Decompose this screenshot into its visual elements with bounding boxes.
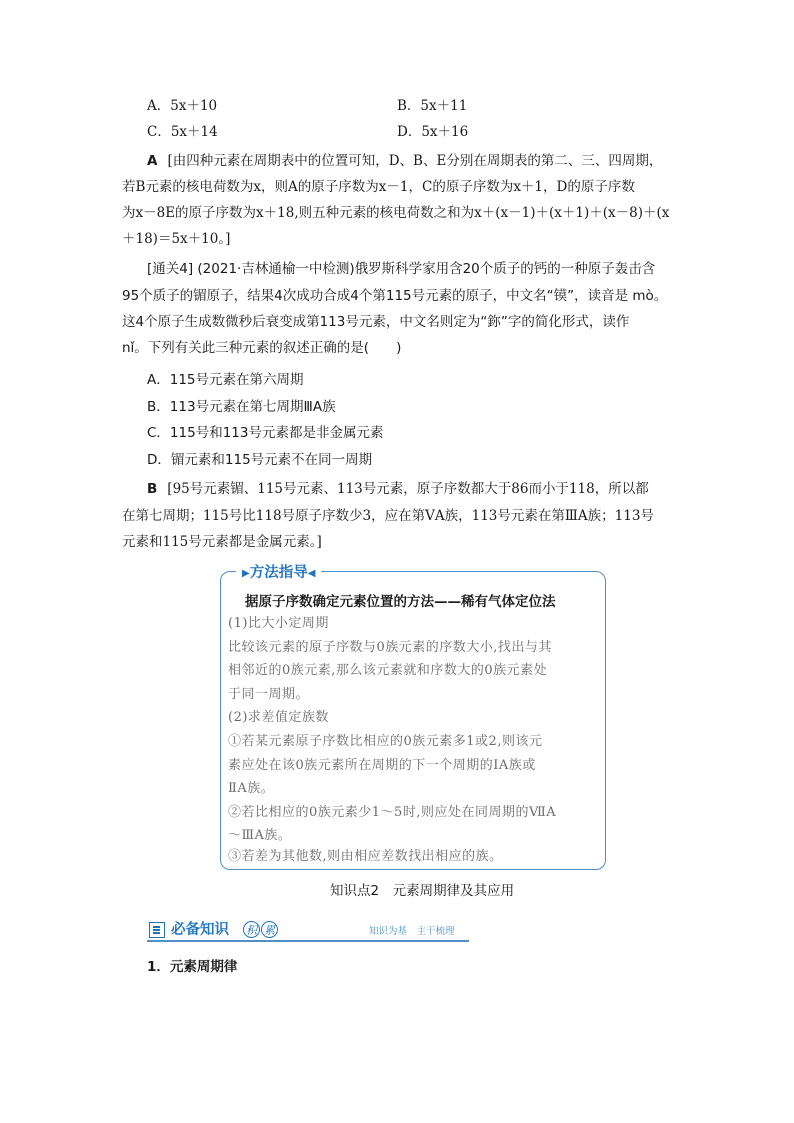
q4-option-c: C．115号和113号元素都是非金属元素 bbox=[147, 425, 384, 441]
banner-circle-2: 累 bbox=[261, 921, 278, 938]
banner-circle-1: 积 bbox=[243, 921, 260, 938]
answer-2-line-3: 元素和115号元素都是金属元素。] bbox=[122, 534, 322, 550]
answer-2-line-2: 在第七周期；115号比118号原子序数少3，应在第ⅤA族，113号元素在第ⅢA族；113号 bbox=[122, 508, 654, 524]
banner-underline bbox=[147, 940, 469, 942]
q4-option-a: A．115号元素在第六周期 bbox=[147, 372, 304, 388]
option-a: A．5x＋10 bbox=[147, 98, 218, 114]
knowledge-point-heading: 知识点2 元素周期律及其应用 bbox=[330, 883, 515, 899]
answer-2-line-1: B [95号元素镅、115号元素、113号元素，原子序数都大于86而小于118，所以都 bbox=[147, 481, 649, 497]
banner-title: 必备知识 bbox=[171, 922, 229, 938]
question-4-line-3: 这4个原子生成数微秒后衰变成第113号元素，中文名则定为“鉨”字的简化形式，读作 bbox=[122, 314, 630, 330]
method-line-8: ⅡA族。 bbox=[228, 781, 275, 796]
section-heading: 1．元素周期律 bbox=[147, 959, 238, 975]
method-box-tag: ▶方法指导◀ bbox=[236, 563, 321, 583]
notebook-icon bbox=[149, 922, 165, 938]
answer-letter: B bbox=[147, 481, 158, 497]
method-line-11: ③若差为其他数,则由相应差数找出相应的族。 bbox=[228, 849, 503, 864]
option-b: B．5x＋11 bbox=[397, 98, 468, 114]
method-line-2: 比较该元素的原子序数与0族元素的序数大小,找出与其 bbox=[228, 640, 552, 655]
method-line-6: ①若某元素原子序数比相应的0族元素多1或2,则该元 bbox=[228, 734, 543, 749]
banner-subtitle: 知识为基 主干梳理 bbox=[369, 926, 455, 937]
answer-1-line-4: ＋18)＝5x＋10。] bbox=[122, 231, 231, 247]
option-d: D．5x＋16 bbox=[397, 124, 469, 140]
method-line-5: (2)求差值定族数 bbox=[228, 710, 329, 725]
section-banner bbox=[147, 920, 469, 942]
question-4-line-2: 95个质子的镅原子，结果4次成功合成4个第115号元素的原子，中文名“镆”，读音是 mò。 bbox=[122, 288, 668, 304]
answer-1-line-2: 若B元素的核电荷数为x，则A的原子序数为x－1，C的原子序数为x＋1，D的原子序数 bbox=[122, 179, 635, 195]
answer-1-line-3: 为x－8E的原子序数为x＋18,则五种元素的核电荷数之和为x＋(x－1)＋(x＋1)＋(x－8)＋(x bbox=[122, 205, 670, 221]
method-line-10: ～ⅢA族。 bbox=[228, 828, 292, 843]
answer-letter: A bbox=[147, 153, 158, 169]
question-4-line-4: nǐ。下列有关此三种元素的叙述正确的是( ) bbox=[122, 340, 402, 356]
method-box-title: 据原子序数确定元素位置的方法——稀有气体定位法 bbox=[245, 594, 556, 610]
option-c: C．5x＋14 bbox=[147, 124, 218, 140]
method-line-1: (1)比大小定周期 bbox=[228, 616, 329, 631]
method-line-9: ②若比相应的0族元素少1～5时,则应处在同周期的ⅦA bbox=[228, 805, 557, 820]
method-line-3: 相邻近的0族元素,那么该元素就和序数大的0族元素处 bbox=[228, 663, 548, 678]
answer-1-line-1: A [由四种元素在周期表中的位置可知，D、B、E分别在周期表的第二、三、四周期， bbox=[147, 153, 663, 169]
q4-option-b: B．113号元素在第七周期ⅢA族 bbox=[147, 399, 336, 415]
triangle-left-icon: ◀ bbox=[307, 568, 316, 579]
method-line-4: 于同一周期。 bbox=[228, 687, 310, 702]
question-4-line-1: [通关4] (2021·吉林通榆一中检测)俄罗斯科学家用含20个质子的钙的一种原子轰击含 bbox=[147, 261, 656, 277]
q4-option-d: D．镅元素和115号元素不在同一周期 bbox=[147, 452, 373, 468]
triangle-right-icon: ▶ bbox=[242, 568, 250, 579]
method-line-7: 素应处在该0族元素所在周期的下一个周期的ⅠA族或 bbox=[228, 758, 536, 773]
